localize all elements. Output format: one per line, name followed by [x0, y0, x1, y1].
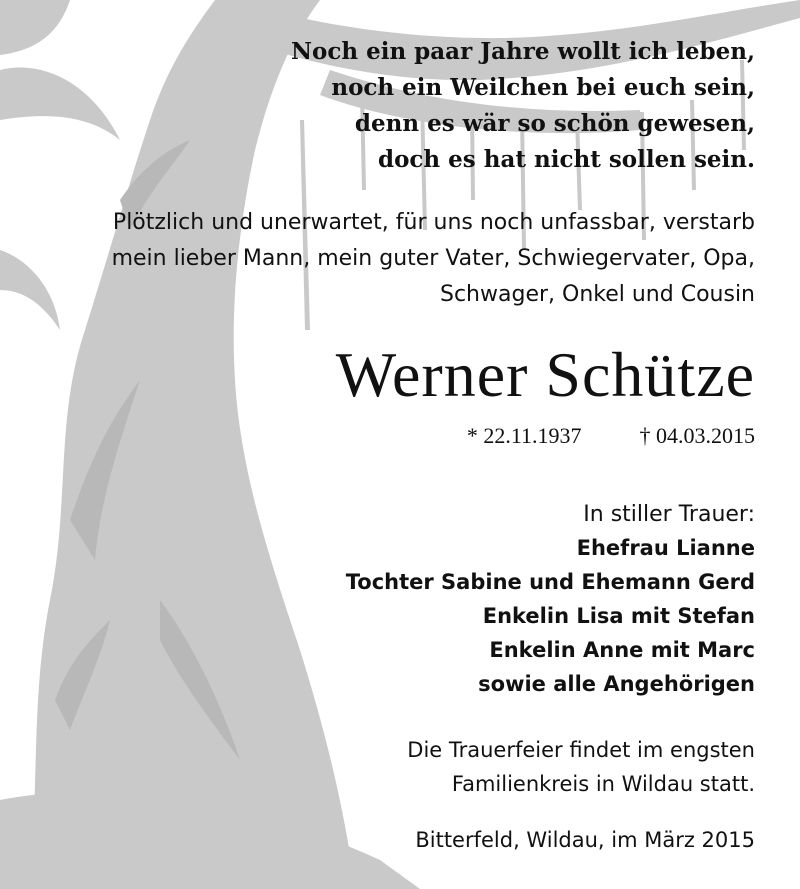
funeral-line: Familienkreis in Wildau statt. — [451, 772, 755, 796]
funeral-line: Die Trauerfeier findet im engsten — [407, 738, 755, 762]
life-dates — [467, 421, 755, 451]
deceased-name: Werner Schütze — [335, 339, 755, 410]
place-and-date: Bitterfeld, Wildau, im März 2015 — [415, 828, 755, 852]
mourner-entry: Enkelin Anne mit Marc — [489, 638, 755, 662]
mourners-list — [346, 531, 755, 701]
mourner-entry: Enkelin Lisa mit Stefan — [482, 604, 755, 628]
verse-line: denn es wär so schön gewesen, — [354, 110, 755, 137]
funeral-notice — [407, 733, 755, 801]
mourning-heading: In stiller Trauer: — [583, 502, 755, 527]
announcement-line: Schwager, Onkel und Cousin — [440, 282, 755, 307]
birth-date: * 22.11.1937 — [466, 423, 582, 448]
mourner-entry: sowie alle Angehörigen — [478, 672, 755, 696]
verse-line: doch es hat nicht sollen sein. — [378, 146, 755, 173]
memorial-verse — [291, 34, 755, 178]
death-date: † 04.03.2015 — [639, 423, 755, 448]
mourner-entry: Ehefrau Lianne — [576, 536, 755, 560]
verse-line: noch ein Weilchen bei euch sein, — [331, 74, 755, 101]
mourner-entry: Tochter Sabine und Ehemann Gerd — [345, 570, 755, 594]
announcement-text — [112, 205, 755, 313]
announcement-line: Plötzlich und unerwartet, für uns noch unfassbar, verstarb — [112, 210, 755, 235]
verse-line: Noch ein paar Jahre wollt ich leben, — [290, 38, 755, 65]
announcement-line: mein lieber Mann, mein guter Vater, Schwiegervater, Opa, — [111, 246, 755, 271]
